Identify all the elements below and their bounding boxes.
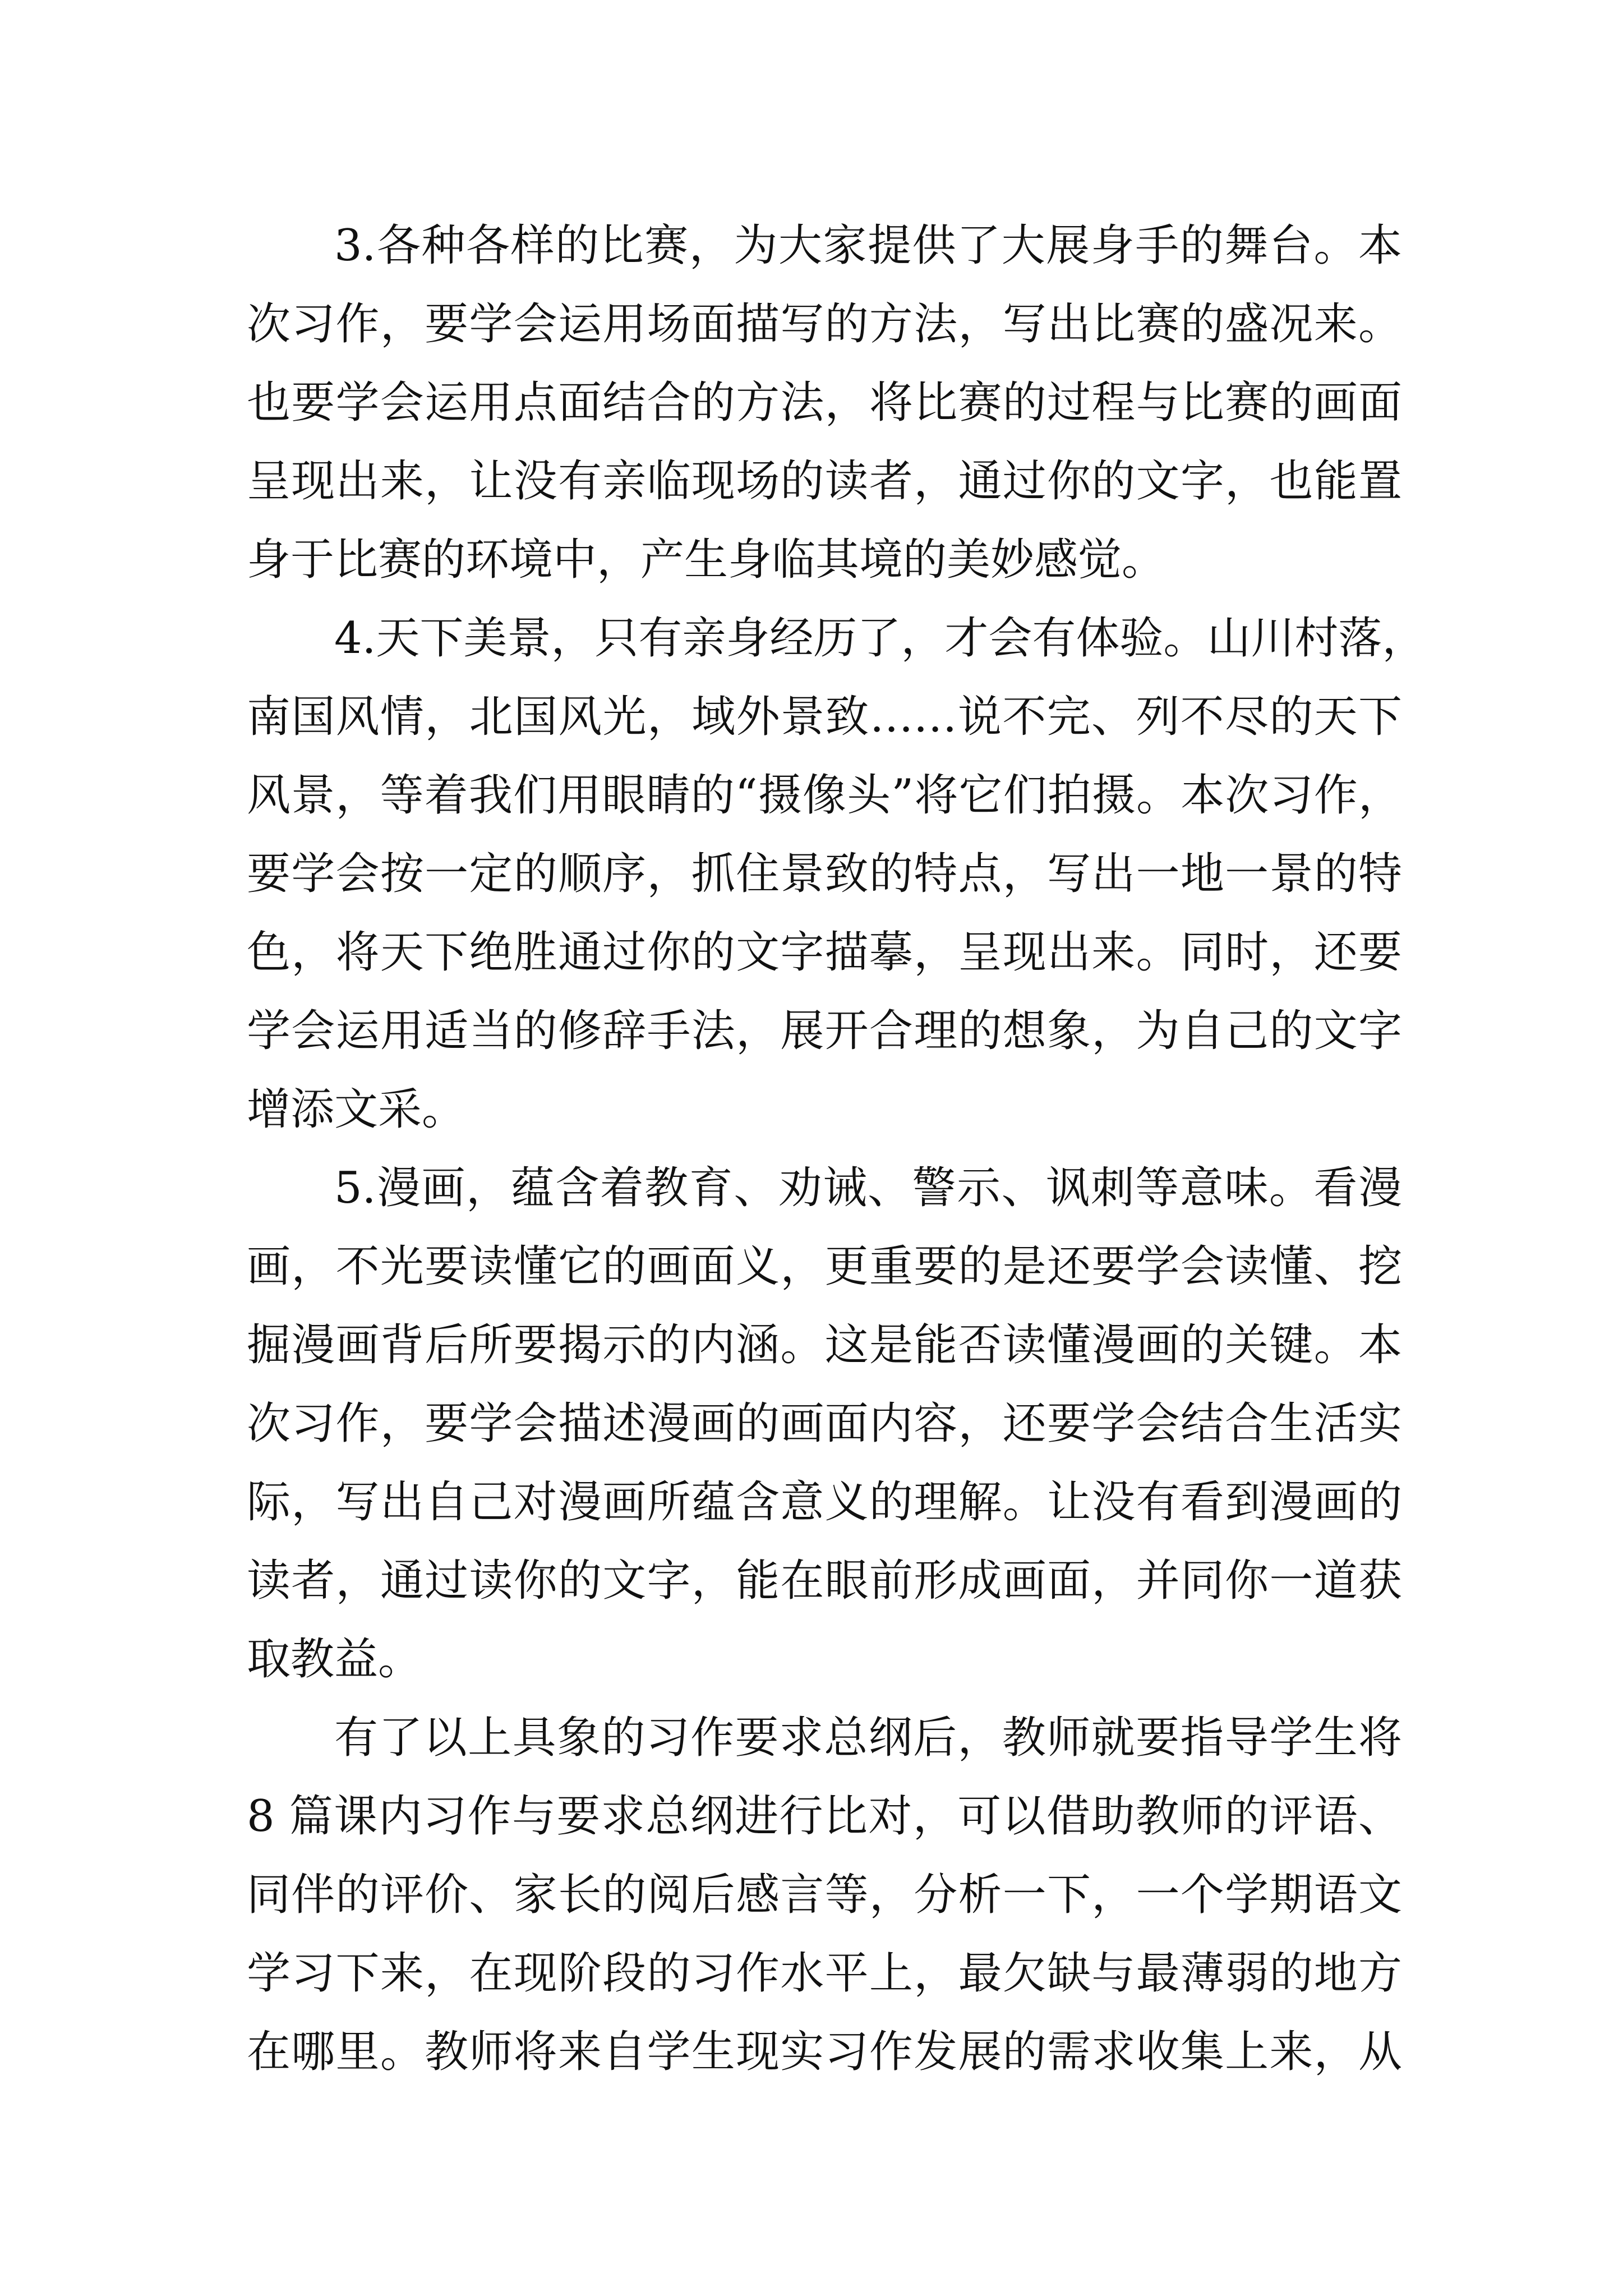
text-line: 学习下来，在现阶段的习作水平上，最欠缺与最薄弱的地方 <box>247 1948 1402 1999</box>
body-text <box>247 206 1426 2091</box>
text-line: 次习作，要学会运用场面描写的方法，写出比赛的盛况来。 <box>247 299 1402 349</box>
text-line: 有了以上具象的习作要求总纲后，教师就要指导学生将 <box>334 1713 1402 1763</box>
text-line: 际，写出自己对漫画所蕴含意义的理解。让没有看到漫画的 <box>247 1477 1402 1527</box>
text-line: 学会运用适当的修辞手法，展开合理的想象，为自己的文字 <box>247 1006 1402 1056</box>
text-line: 风景，等着我们用眼睛的“摄像头”将它们拍摄。本次习作， <box>247 770 1402 821</box>
text-line: 8 篇课内习作与要求总纲进行比对，可以借助教师的评语、 <box>247 1791 1402 1842</box>
text-line: 南国风情，北国风光，域外景致……说不完、列不尽的天下 <box>247 692 1402 742</box>
text-line: 呈现出来，让没有亲临现场的读者，通过你的文字，也能置 <box>247 456 1402 507</box>
text-line: 3.各种各样的比赛，为大家提供了大展身手的舞台。本 <box>334 220 1402 271</box>
text-line: 要学会按一定的顺序，抓住景致的特点，写出一地一景的特 <box>247 849 1402 899</box>
text-line: 增添文采。 <box>247 1084 466 1135</box>
text-line: 同伴的评价、家长的阅后感言等，分析一下，一个学期语文 <box>247 1870 1402 1920</box>
text-line: 次习作，要学会描述漫画的画面内容，还要学会结合生活实 <box>247 1398 1402 1449</box>
text-line: 身于比赛的环境中，产生身临其境的美妙感觉。 <box>247 535 1166 585</box>
text-line: 在哪里。教师将来自学生现实习作发展的需求收集上来，从 <box>247 2027 1402 2077</box>
text-line: 读者，通过读你的文字，能在眼前形成画面，并同你一道获 <box>247 1556 1402 1606</box>
text-line: 画，不光要读懂它的画面义，更重要的是还要学会读懂、挖 <box>247 1241 1402 1292</box>
text-line: 掘漫画背后所要揭示的内涵。这是能否读懂漫画的关键。本 <box>247 1320 1402 1370</box>
text-line: 也要学会运用点面结合的方法，将比赛的过程与比赛的画面 <box>247 378 1402 428</box>
text-line: 4.天下美景，只有亲身经历了，才会有体验。山川村落， <box>334 613 1426 664</box>
text-line: 取教益。 <box>247 1634 422 1685</box>
text-line: 5.漫画，蕴含着教育、劝诫、警示、讽刺等意味。看漫 <box>334 1163 1402 1213</box>
text-line: 色，将天下绝胜通过你的文字描摹，呈现出来。同时，还要 <box>247 927 1402 978</box>
